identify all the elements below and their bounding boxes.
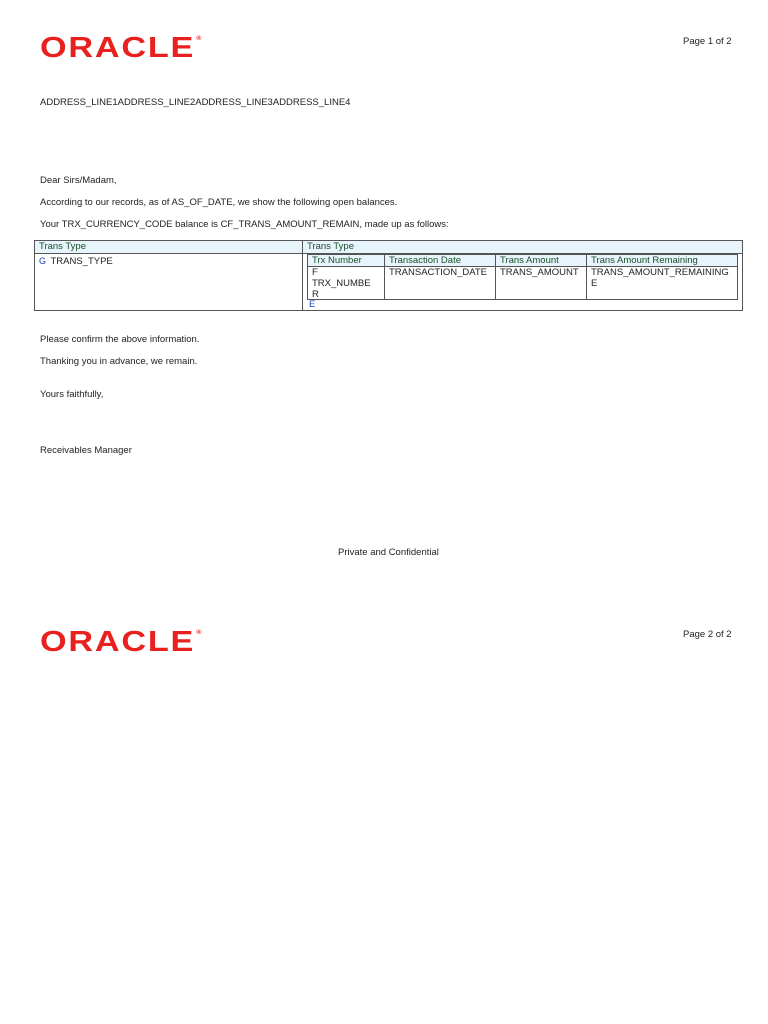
- closing-text: Yours faithfully,: [40, 389, 104, 400]
- balance-table: [34, 240, 743, 311]
- inner-table: [307, 254, 738, 300]
- oracle-logo-page2: ORACLE®: [40, 626, 202, 658]
- trx-number-line1: TRX_NUMBE: [312, 278, 371, 289]
- header-trans-amount-remaining: Trans Amount Remaining: [591, 255, 698, 266]
- page-number-page2: Page 2 of 2: [683, 629, 732, 640]
- group-marker: G: [39, 256, 47, 266]
- trans-amount-cell: TRANS_AMOUNT: [500, 267, 579, 278]
- header-transaction-date: Transaction Date: [389, 255, 461, 266]
- page-number: Page 1 of 2: [683, 36, 732, 47]
- signature-title: Receivables Manager: [40, 445, 132, 456]
- trx-number-marker: F: [312, 267, 318, 278]
- thanks-text: Thanking you in advance, we remain.: [40, 356, 198, 367]
- balance-line: Your TRX_CURRENCY_CODE balance is CF_TRANS_AMOUNT_REMAIN, made up as follows:: [40, 219, 449, 230]
- intro-paragraph: According to our records, as of AS_OF_DATE, we show the following open balances.: [40, 197, 398, 208]
- salutation: Dear Sirs/Madam,: [40, 175, 117, 186]
- header-trans-amount: Trans Amount: [500, 255, 559, 266]
- trans-amount-remaining-line1: TRANS_AMOUNT_REMAINING: [591, 267, 729, 278]
- confirm-text: Please confirm the above information.: [40, 334, 200, 345]
- header-trans-type-2: Trans Type: [307, 241, 354, 252]
- end-marker: E: [309, 299, 316, 310]
- outer-header-row: [35, 241, 742, 253]
- oracle-logo: ORACLE®: [40, 32, 202, 64]
- trans-type-cell: [39, 254, 113, 267]
- trx-number-cell: [312, 267, 371, 300]
- address-lines: ADDRESS_LINE1ADDRESS_LINE2ADDRESS_LINE3ADDRESS_LINE4: [40, 97, 351, 108]
- header-trx-number: Trx Number: [312, 255, 362, 266]
- trans-amount-remaining-cell: [591, 267, 729, 289]
- confidential-footer: Private and Confidential: [338, 547, 439, 558]
- header-trans-type-1: Trans Type: [39, 241, 86, 252]
- transaction-date-cell: TRANSACTION_DATE: [389, 267, 488, 278]
- trans-amount-remaining-line2: E: [591, 278, 598, 289]
- trx-number-line2: R: [312, 289, 319, 300]
- trans-type-value: TRANS_TYPE: [50, 256, 113, 267]
